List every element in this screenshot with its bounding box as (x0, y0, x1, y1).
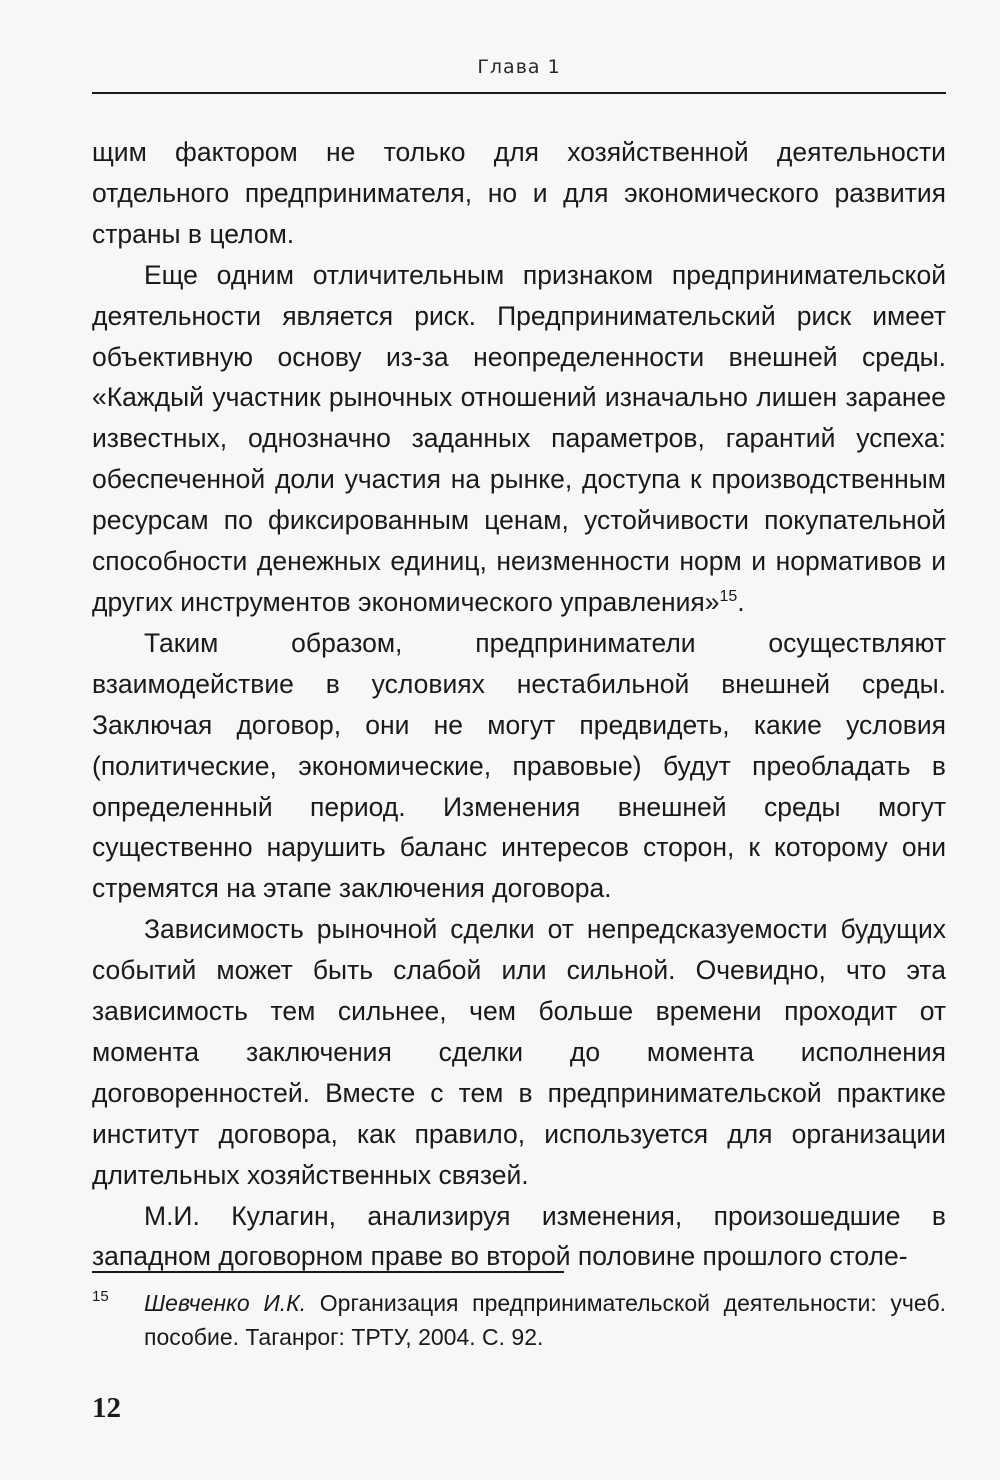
paragraph-5: М.И. Кулагин, анализируя изменения, произошедшие в западном договорном праве во второй половине прошлого столе- (92, 1200, 946, 1272)
body-text (92, 132, 946, 1277)
footnote-citation: Организация предпринимательской деятельности: учеб. пособие. Таганрог: ТРТУ, 2004. С. 92. (144, 1290, 947, 1350)
paragraph-3: Таким образом, предприниматели осуществляют взаимодействие в условиях нестабильной внешней среды. Заключая договор, они не могут предвидеть, какие условия (политические, экономические, правовые) будут преобладать в определенный период. Изменения внешней среды могут существенно нарушить баланс интересов сторон, к которому они стремятся на этапе заключения договора. (92, 627, 946, 904)
running-head: Глава 1 (477, 56, 561, 78)
footnote (92, 1286, 946, 1354)
footnote-rule (92, 1271, 564, 1273)
paragraph-2-end: . (737, 586, 745, 617)
header-rule (92, 92, 946, 94)
page-number: 12 (92, 1392, 121, 1424)
footnote-reference[interactable]: 15 (719, 587, 738, 605)
paragraph-1: щим фактором не только для хозяйственной деятельности отдельного предпринимателя, но и для экономического развития страны в целом. (92, 137, 946, 249)
footnote-author: Шевченко И.К. (144, 1290, 307, 1316)
paragraph-2-text: Еще одним отличительным признаком предпринимательской деятельности является риск. Предпринимательский риск имеет объективную основу из-за неопределенности внешней среды. «Каждый участник рыночных отношений изначально лишен заранее известных, однозначно заданных параметров, гарантий успеха: обеспеченной доли участия на рынке, доступа к производственным ресурсам по фиксированным ценам, устойчивости покупательной способности денежных единиц, неизменности норм и нормативов и других инструментов экономического управления» (92, 259, 946, 617)
footnote-text (144, 1286, 946, 1354)
footnote-marker: 15 (92, 1288, 109, 1305)
paragraph-4: Зависимость рыночной сделки от непредсказуемости будущих событий может быть слабой или сильной. Очевидно, что эта зависимость тем сильнее, чем больше времени проходит от момента заключения сделки до момента исполнения договоренностей. Вместе с тем в предпринимательской практике институт договора, как правило, используется для организации длительных хозяйственных связей. (92, 914, 946, 1190)
paragraph-2 (92, 255, 946, 623)
